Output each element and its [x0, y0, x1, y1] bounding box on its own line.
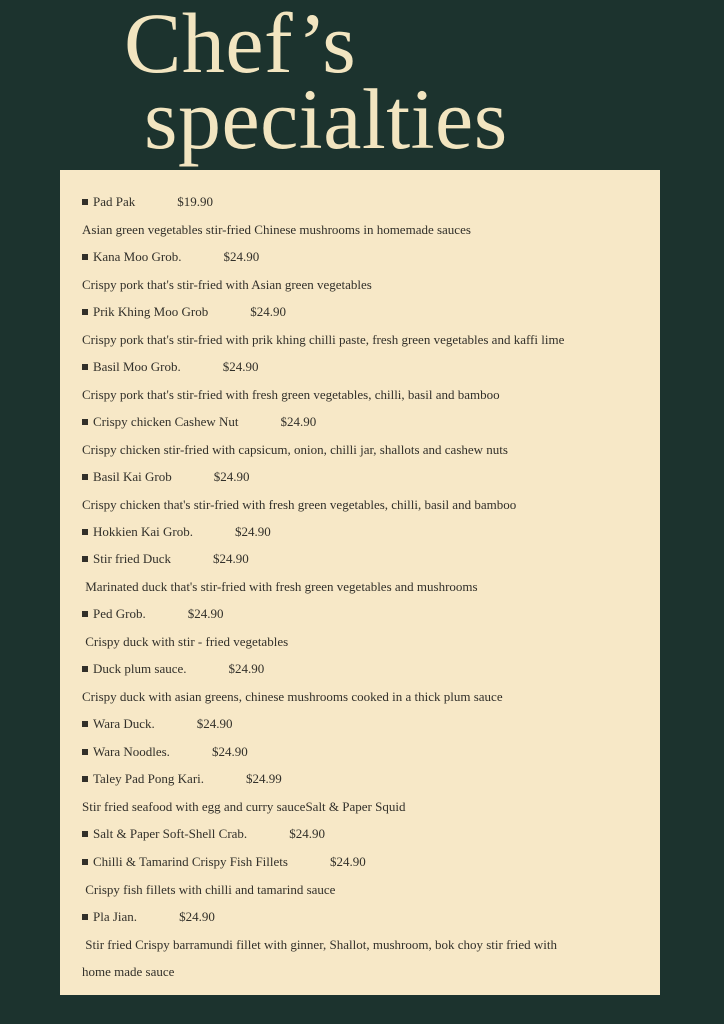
item-description: Stir fried Crispy barramundi fillet with ginner, Shallot, mushroom, bok choy stir fried with [82, 936, 557, 952]
item-description: Crispy duck with asian greens, chinese mushrooms cooked in a thick plum sauce [82, 689, 503, 704]
menu-item-row [82, 463, 646, 491]
menu-item-row [82, 353, 646, 381]
menu-list [82, 188, 646, 986]
menu-item-row [82, 601, 646, 629]
bullet-square-icon [82, 721, 88, 727]
item-name: Chilli & Tamarind Crispy Fish Fillets [93, 853, 288, 869]
item-description: Crispy duck with stir - fried vegetables [82, 634, 289, 649]
item-name: Ped Grob. [93, 606, 146, 622]
item-name: Wara Duck. [93, 716, 155, 732]
item-price: $19.90 [177, 193, 213, 209]
bullet-square-icon [82, 556, 88, 562]
bullet-square-icon [82, 859, 88, 865]
bullet-square-icon [82, 831, 88, 837]
menu-item-row [82, 298, 646, 326]
item-description: Crispy pork that's stir-fried with prik khing chilli paste, fresh green vegetables and kaffi lime [82, 331, 565, 347]
item-price: $24.90 [223, 248, 260, 264]
page-title-line1: Chef’s [124, 0, 357, 91]
item-name: Hokkien Kai Grob. [93, 523, 194, 539]
menu-item-row [82, 656, 646, 684]
item-description: Marinated duck that's stir-fried with fresh green vegetables and mushrooms [82, 579, 478, 594]
bullet-square-icon [82, 419, 88, 425]
item-price: $24.90 [222, 358, 259, 374]
item-name: Basil Moo Grob. [93, 358, 181, 374]
item-description: Crispy pork that's stir-fried with fresh green vegetables, chilli, basil and bamboo [82, 386, 500, 402]
menu-item-row [82, 766, 646, 794]
item-name: Duck plum sauce. [93, 661, 187, 677]
item-price: $24.90 [228, 661, 265, 677]
bullet-square-icon [82, 254, 88, 260]
item-price: $24.99 [246, 771, 282, 787]
item-name: Pad Pak [93, 193, 136, 209]
item-name: Salt & Paper Soft-Shell Crab. [93, 826, 248, 842]
menu-item-row [82, 738, 646, 766]
item-name: Wara Noodles. [93, 743, 170, 759]
item-price: $24.90 [235, 523, 271, 539]
item-price: $24.90 [211, 743, 248, 759]
menu-item-row [82, 188, 646, 216]
bullet-square-icon [82, 364, 88, 370]
item-price: $24.90 [280, 413, 317, 429]
bullet-square-icon [82, 529, 88, 535]
bullet-square-icon [82, 611, 88, 617]
item-price: $24.90 [187, 606, 224, 622]
menu-item-row [82, 546, 646, 574]
item-description: Crispy chicken that's stir-fried with fresh green vegetables, chilli, basil and bamboo [82, 496, 517, 512]
item-name: Taley Pad Pong Kari. [93, 771, 205, 787]
item-name: Crispy chicken Cashew Nut [93, 413, 239, 429]
menu-item-row [82, 903, 646, 931]
item-name: Stir fried Duck [93, 551, 171, 567]
item-name: Pla Jian. [93, 908, 138, 924]
item-description: Crispy chicken stir-fried with capsicum, onion, chilli jar, shallots and cashew nuts [82, 441, 508, 457]
bullet-square-icon [82, 914, 88, 920]
menu-item-row [82, 518, 646, 546]
bullet-square-icon [82, 474, 88, 480]
item-price: $24.90 [213, 468, 250, 484]
menu-item-row [82, 408, 646, 436]
menu-item-row [82, 711, 646, 739]
item-price: $24.90 [250, 303, 286, 319]
item-name: Kana Moo Grob. [93, 248, 182, 264]
menu-panel [60, 170, 660, 995]
bullet-square-icon [82, 666, 88, 672]
item-description: Stir fried seafood with egg and curry sauceSalt & Paper Squid [82, 799, 406, 814]
item-price: $24.90 [196, 716, 233, 732]
item-price: $24.90 [212, 551, 249, 567]
item-price: $24.90 [289, 826, 325, 842]
menu-item-row [82, 243, 646, 271]
item-price: $24.90 [179, 908, 215, 924]
menu-item-row [82, 821, 646, 849]
item-description: Asian green vegetables stir-fried Chinese mushrooms in homemade sauces [82, 221, 471, 237]
bullet-square-icon [82, 749, 88, 755]
item-price: $24.90 [329, 853, 366, 869]
item-name: Basil Kai Grob [93, 468, 172, 484]
bullet-square-icon [82, 309, 88, 315]
menu-item-row [82, 848, 646, 876]
page-title-line2: specialties [144, 71, 508, 167]
bullet-square-icon [82, 776, 88, 782]
item-description: home made sauce [82, 964, 175, 979]
item-name: Prik Khing Moo Grob [93, 303, 209, 319]
bullet-square-icon [82, 199, 88, 205]
item-description: Crispy pork that's stir-fried with Asian green vegetables [82, 276, 372, 292]
item-description: Crispy fish fillets with chilli and tamarind sauce [82, 881, 336, 897]
